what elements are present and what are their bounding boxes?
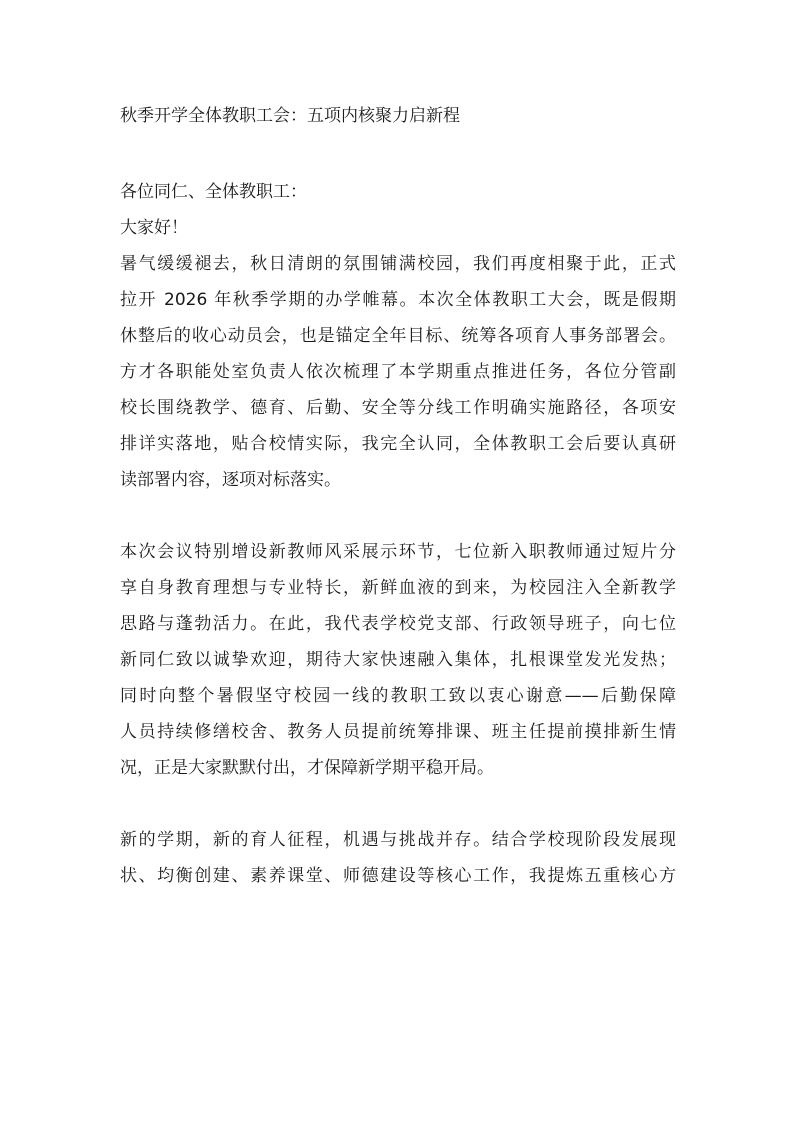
paragraph-line: 人员持续修缮校舍、教务人员提前统筹排课、班主任提前摸排新生情 xyxy=(120,722,676,742)
paragraph-line: 新同仁致以诚挚欢迎，期待大家快速融入集体，扎根课堂发光发热； xyxy=(120,650,676,670)
paragraph-line: 排详实落地，贴合校情实际，我完全认同，全体教职工会后要认真研 xyxy=(120,434,676,454)
paragraph-2 xyxy=(120,534,676,786)
document-title: 秋季开学全体教职工会：五项内核聚力启新程 xyxy=(120,106,460,126)
salutation xyxy=(120,174,676,210)
paragraph-line: 状、均衡创建、素养课堂、师德建设等核心工作，我提炼五重核心方 xyxy=(120,866,676,886)
paragraph-line: 享自身教育理想与专业特长，新鲜血液的到来，为校园注入全新教学 xyxy=(120,578,676,598)
paragraph-line: 校长围绕教学、德育、后勤、安全等分线工作明确实施路径，各项安 xyxy=(120,398,676,418)
paragraph-line: 暑气缓缓褪去，秋日清朗的氛围铺满校园，我们再度相聚于此，正式 xyxy=(120,254,676,274)
paragraph-spacer xyxy=(120,786,676,822)
paragraph-1 xyxy=(120,246,676,498)
paragraph-line: 况，正是大家默默付出，才保障新学期平稳开局。 xyxy=(120,758,494,778)
paragraph-line: 休整后的收心动员会，也是锚定全年目标、统筹各项育人事务部署会。 xyxy=(120,326,676,346)
paragraph-line: 读部署内容，逐项对标落实。 xyxy=(120,470,341,490)
greeting-line: 大家好！ xyxy=(120,218,188,238)
document-body xyxy=(120,98,676,894)
paragraph-line: 同时向整个暑假坚守校园一线的教职工致以衷心谢意——后勤保障 xyxy=(120,686,676,706)
paragraph-line: 思路与蓬勃活力。在此，我代表学校党支部、行政领导班子，向七位 xyxy=(120,614,676,634)
paragraph-line: 新的学期，新的育人征程，机遇与挑战并存。结合学校现阶段发展现 xyxy=(120,830,676,850)
paragraph-line: 本次会议特别增设新教师风采展示环节，七位新入职教师通过短片分 xyxy=(120,542,676,562)
paragraph-3 xyxy=(120,822,676,894)
paragraph-line: 拉开 2026 年秋季学期的办学帷幕。本次全体教职工大会，既是假期 xyxy=(120,290,676,310)
salutation-line: 各位同仁、全体教职工： xyxy=(120,182,307,202)
paragraph-spacer xyxy=(120,498,676,534)
greeting xyxy=(120,210,676,246)
paragraph-line: 方才各职能处室负责人依次梳理了本学期重点推进任务，各位分管副 xyxy=(120,362,676,382)
